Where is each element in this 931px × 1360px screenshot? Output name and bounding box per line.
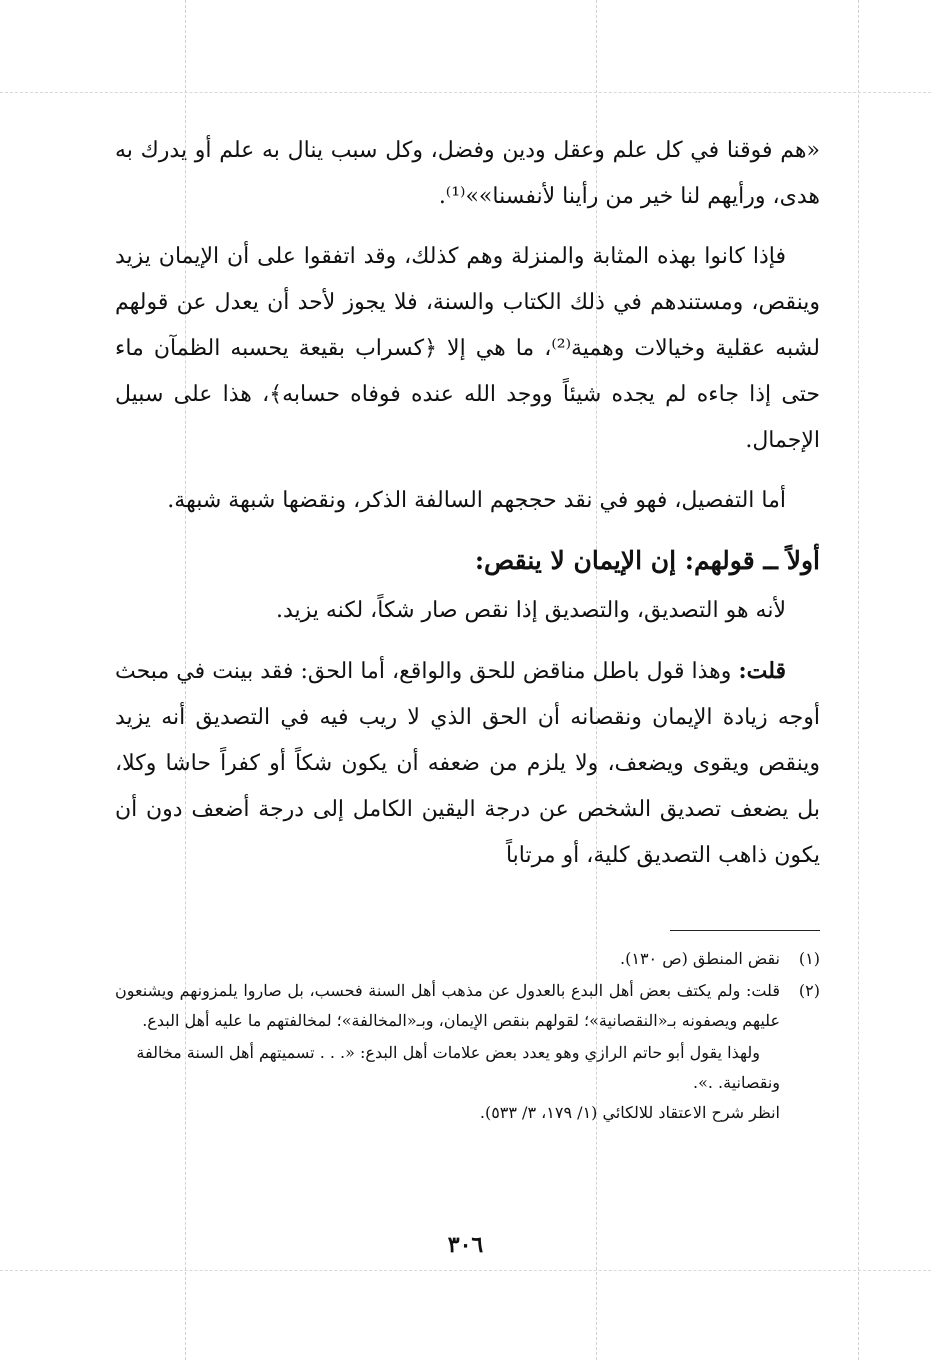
footnote-number: (١) [798,949,820,968]
reply-text: وهذا قول باطل مناقض للحق والواقع، أما الحق: فقد بينت في مبحث أوجه زيادة الإيمان ونقصانه أن الحق الذي لا ريب فيه في التصديق أنه يزيد وينقص ويقوى ويضعف، ولا يلزم من ضعفه أن يكون شكاً أو كفراً حاشا وكلا، بل يضعف تصديق الشخص عن درجة اليقين الكامل إلى درجة أضعف دون أن يكون ذاهب التصديق كلية، أو مرتاباً [115,659,820,868]
reply-lead: قلت: [738,658,786,684]
page-number: ٣٠٦ [447,1232,484,1258]
section-heading: أولاً ــ قولهم: إن الإيمان لا ينقص: [474,546,820,575]
scan-guide-line [858,0,859,1360]
scan-guide-line [0,92,931,93]
body-paragraph: فإذا كانوا بهذه المثابة والمنزلة وهم كذلك، وقد اتفقوا على أن الإيمان يزيد وينقص، ومستندهم في ذلك الكتاب والسنة، فلا يجوز لأحد أن يعدل عن قولهم لشبه عقلية وخيالات وهمية⁽²⁾، ما هي إلا ﴿كسراب بقيعة يحسبه الظمآن ماء حتى إذا جاءه لم يجده شيئاً ووجد الله عنده فوفاه حسابه﴾، هذا على سبيل الإجمال. [115,244,820,453]
footnote-reference: انظر شرح الاعتقاد للالكائي (١/ ١٧٩، ٣/ ٥٣٣). [479,1103,780,1122]
body-paragraph: أما التفصيل، فهو في نقد حججهم السالفة الذكر، ونقضها شبهة شبهة. [167,488,786,513]
quote-paragraph: «هم فوقنا في كل علم وعقل ودين وفضل، وكل سبب ينال به علم أو يدرك به هدى، ورأيهم لنا خير من رأينا لأنفسنا»»⁽¹⁾. [115,138,820,209]
page-body [115,128,820,893]
scan-guide-line [0,1270,931,1271]
footnotes [115,944,820,1128]
footnote-item [115,976,820,1036]
footnote-number: (٢) [798,981,820,1000]
footnote-item [115,944,820,974]
footnote-continuation: ولهذا يقول أبو حاتم الرازي وهو يعدد بعض علامات أهل البدع: «. . . تسميتهم أهل السنة مخالفة ونقصانية. .». [136,1043,780,1092]
footnote-text: نقض المنطق (ص ١٣٠). [620,949,780,968]
reply-paragraph [115,648,820,879]
reason-paragraph: لأنه هو التصديق، والتصديق إذا نقص صار شكاً، لكنه يزيد. [275,598,786,623]
footnote-separator [670,930,820,931]
footnote-text: قلت: ولم يكتف بعض أهل البدع بالعدول عن مذهب أهل السنة فحسب، بل صاروا يلمزونهم ويشنعون عليهم ويصفونه بـ«النقصانية»؛ لقولهم بنقص الإيمان، وبـ«المخالفة»؛ لمخالفتهم ما عليه أهل البدع. [115,981,780,1030]
